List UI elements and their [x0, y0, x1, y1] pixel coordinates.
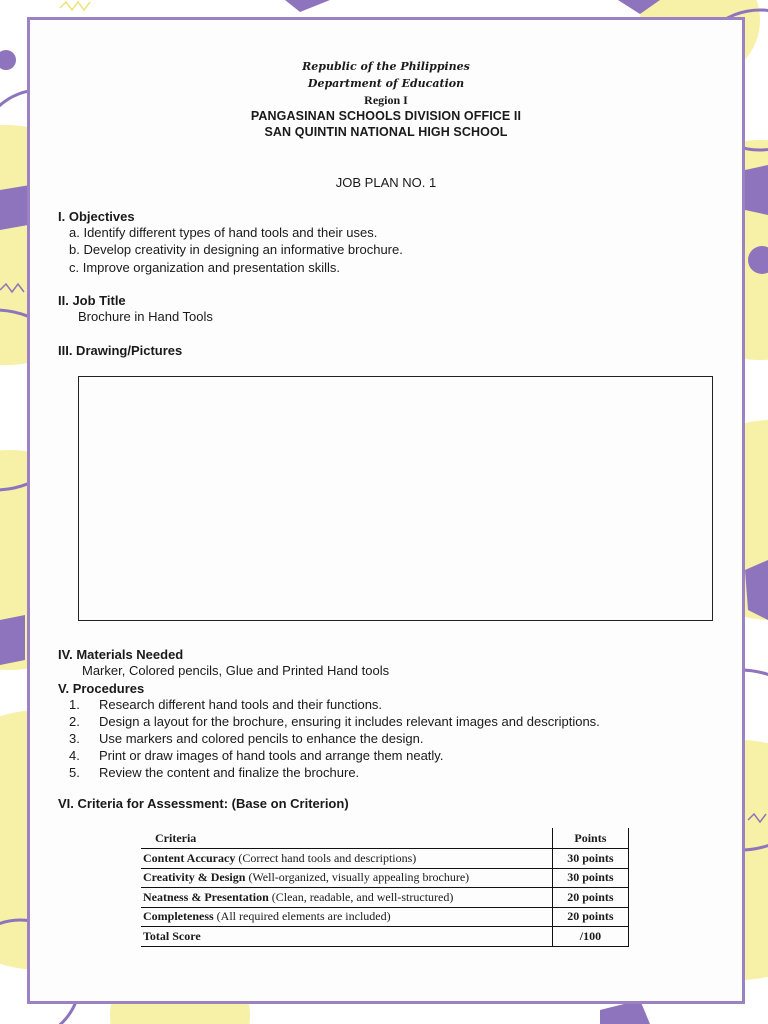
- job-title-heading: II. Job Title: [58, 293, 126, 308]
- table-row: [141, 849, 629, 869]
- criterion-points: 30 points: [552, 868, 628, 888]
- criterion-points: 30 points: [552, 849, 628, 869]
- objective-item: b. Develop creativity in designing an informative brochure.: [69, 242, 403, 257]
- objectives-heading: I. Objectives: [58, 209, 135, 224]
- criterion-name: Content Accuracy: [143, 850, 236, 865]
- criterion-description: (Well-organized, visually appealing brochure): [245, 870, 470, 885]
- procedure-number: 2.: [69, 714, 80, 729]
- procedure-text: Research different hand tools and their functions.: [99, 697, 383, 712]
- total-label: Total Score: [141, 927, 552, 947]
- republic-line: Republic of the Philippines: [302, 60, 470, 73]
- job-plan-title: JOB PLAN NO. 1: [335, 175, 437, 190]
- region-line: Region I: [364, 93, 408, 107]
- procedure-number: 5.: [69, 765, 80, 780]
- criterion-points: 20 points: [552, 907, 628, 927]
- drawing-heading: III. Drawing/Pictures: [58, 343, 183, 358]
- procedure-text: Design a layout for the brochure, ensuring it includes relevant images and descriptions.: [99, 714, 600, 729]
- table-row: [141, 888, 629, 908]
- total-value: /100: [552, 927, 628, 947]
- criteria-heading: VI. Criteria for Assessment: (Base on Criterion): [58, 796, 349, 811]
- criterion-description: (Clean, readable, and well-structured): [268, 889, 454, 904]
- objective-item: a. Identify different types of hand tools and their uses.: [69, 225, 378, 240]
- procedure-number: 1.: [69, 697, 80, 712]
- table-row: [141, 907, 629, 927]
- school-line: SAN QUINTIN NATIONAL HIGH SCHOOL: [264, 125, 508, 139]
- department-line: Department of Education: [307, 77, 465, 90]
- total-row: [141, 927, 629, 947]
- criterion-points: 20 points: [552, 888, 628, 908]
- procedure-number: 3.: [69, 731, 80, 746]
- job-title-value: Brochure in Hand Tools: [78, 309, 213, 324]
- procedure-text: Print or draw images of hand tools and arrange them neatly.: [99, 748, 444, 763]
- procedure-number: 4.: [69, 748, 80, 763]
- criteria-table: [141, 828, 629, 947]
- criterion-name: Completeness: [143, 909, 214, 924]
- criteria-header-row: [141, 828, 629, 849]
- criterion-description: (All required elements are included): [213, 909, 391, 924]
- criterion-name: Neatness & Presentation: [143, 889, 269, 904]
- procedures-heading: V. Procedures: [58, 681, 145, 696]
- materials-heading: IV. Materials Needed: [58, 647, 184, 662]
- procedure-text: Review the content and finalize the brochure.: [99, 765, 360, 780]
- criterion-name: Creativity & Design: [143, 870, 246, 885]
- table-row: [141, 868, 629, 888]
- points-column-header: Points: [552, 828, 628, 849]
- job-plan-page: [27, 17, 745, 1004]
- objective-item: c. Improve organization and presentation skills.: [69, 260, 340, 275]
- drawing-box: [78, 376, 713, 621]
- materials-value: Marker, Colored pencils, Glue and Printed Hand tools: [82, 663, 390, 678]
- division-line: PANGASINAN SCHOOLS DIVISION OFFICE II: [250, 109, 522, 123]
- criteria-column-header: Criteria: [155, 830, 197, 845]
- procedure-text: Use markers and colored pencils to enhance the design.: [99, 731, 424, 746]
- criterion-description: (Correct hand tools and descriptions): [235, 850, 417, 865]
